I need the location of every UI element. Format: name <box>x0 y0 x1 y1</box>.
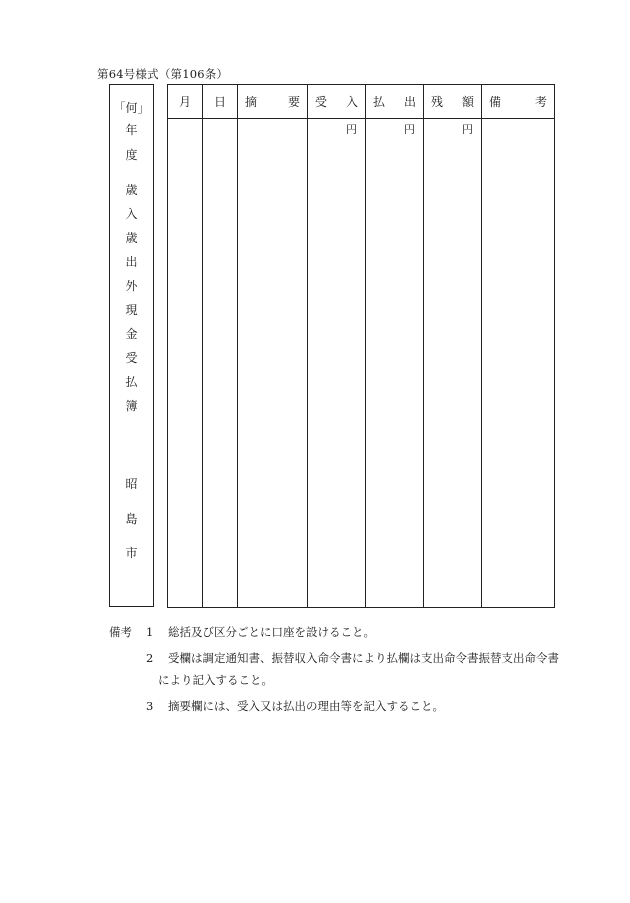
column-header-day: 日 <box>203 85 238 119</box>
note-number: 2 <box>146 651 154 665</box>
cell-summary <box>238 119 308 608</box>
note-text: 受欄は調定通知書、振替収入命令書により払欄は支出命令書振替支出命令書 <box>168 651 559 665</box>
vertical-title-char: 島 <box>125 512 138 526</box>
unit-label: 円 <box>346 123 357 136</box>
vertical-title-char: 入 <box>125 207 138 221</box>
vertical-title-box <box>109 84 154 607</box>
note-number: 1 <box>146 625 154 639</box>
vertical-title-char: 昭 <box>125 477 138 491</box>
cell-remarks <box>482 119 555 608</box>
column-header-remarks: 備 考 <box>482 85 555 119</box>
cell-day <box>203 119 238 608</box>
vertical-title-char: 「何」 <box>113 101 150 115</box>
vertical-title-char: 簿 <box>125 399 138 413</box>
unit-label: 円 <box>462 123 473 136</box>
ledger-table <box>167 84 555 608</box>
table-body-row <box>168 119 555 608</box>
cell-payment <box>366 119 424 608</box>
note-text: 摘要欄には、受入又は払出の理由等を記入すること。 <box>168 699 444 713</box>
column-header-receipt: 受 入 <box>308 85 366 119</box>
vertical-title-char: 払 <box>125 375 138 389</box>
notes-label: 備考 <box>109 625 132 639</box>
form-title: 第64号様式（第106条） <box>97 67 229 81</box>
vertical-title-char: 年 <box>125 123 138 137</box>
column-header-balance: 残 額 <box>424 85 482 119</box>
cell-month <box>168 119 203 608</box>
note-text-continued: により記入すること。 <box>158 673 273 687</box>
vertical-title-char: 受 <box>125 351 138 365</box>
vertical-title-char: 金 <box>125 327 138 341</box>
table-header-row <box>168 85 555 119</box>
cell-receipt <box>308 119 366 608</box>
cell-balance <box>424 119 482 608</box>
unit-label: 円 <box>404 123 415 136</box>
vertical-title-char: 現 <box>125 303 138 317</box>
column-header-month: 月 <box>168 85 203 119</box>
notes-section <box>109 621 579 717</box>
vertical-title-char: 度 <box>125 148 138 162</box>
note-text: 総括及び区分ごとに口座を設けること。 <box>168 625 375 639</box>
vertical-title-char: 歳 <box>125 183 138 197</box>
vertical-title-char: 出 <box>125 255 138 269</box>
vertical-title-char: 外 <box>125 279 138 293</box>
note-number: 3 <box>146 699 154 713</box>
vertical-title-char: 市 <box>125 546 138 560</box>
column-header-summary: 摘 要 <box>238 85 308 119</box>
vertical-title-char: 歳 <box>125 231 138 245</box>
column-header-payment: 払 出 <box>366 85 424 119</box>
